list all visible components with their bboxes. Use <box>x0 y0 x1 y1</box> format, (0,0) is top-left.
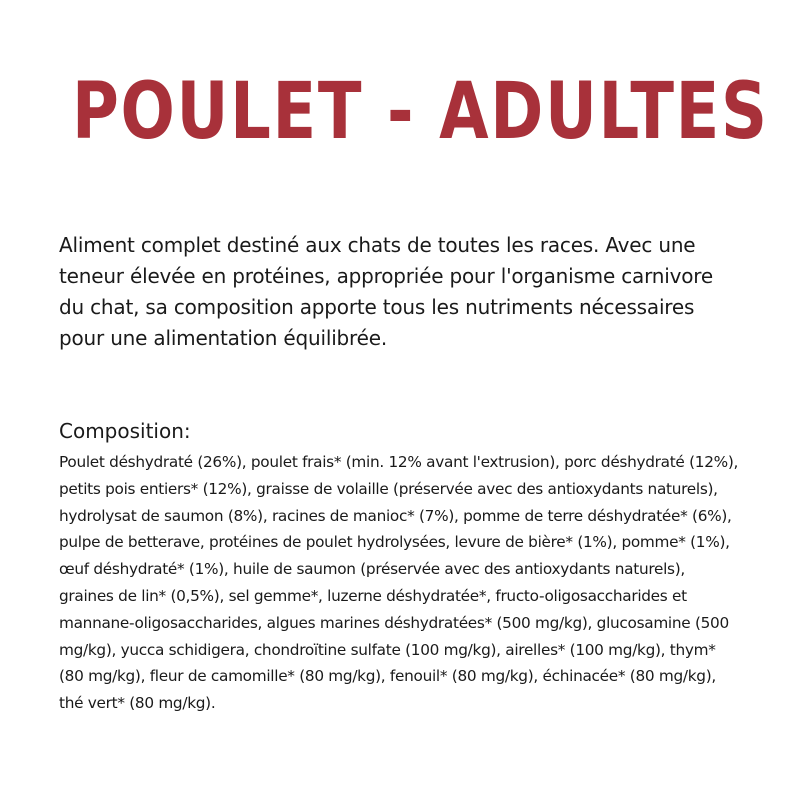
page-title: POULET - ADULTES <box>72 67 769 157</box>
composition-heading: Composition: <box>59 419 191 443</box>
composition-section <box>59 417 741 717</box>
composition-text: Poulet déshydraté (26%), poulet frais* (min. 12% avant l'extrusion), porc déshydraté (12%), petits pois entiers* (12%), graisse de volaille (préservée avec des antioxydants naturels), hydrolysat de saumon (8%), racines de manioc* (7%), pomme de terre déshydratée* (6%), pulpe de betterave, protéines de poulet hydrolysées, levure de bière* (1%), pomme* (1%), œuf déshydraté* (1%), huile de saumon (préservée avec des antioxydants naturels), graines de lin* (0,5%), sel gemme*, luzerne déshydratée*, fructo-oligosaccharides et mannane-oligosaccharides, algues marines déshydratées* (500 mg/kg), glucosamine (500 mg/kg), yucca schidigera, chondroïtine sulfate (100 mg/kg), airelles* (100 mg/kg), thym* (80 mg/kg), fleur de camomille* (80 mg/kg), fenouil* (80 mg/kg), échinacée* (80 mg/kg), thé vert* (80 mg/kg). <box>59 453 739 713</box>
product-description: Aliment complet destiné aux chats de toutes les races. Avec une teneur élevée en protéines, appropriée pour l'organisme carnivore du chat, sa composition apporte tous les nutriments nécessaires pour une alimentation équilibrée. <box>59 233 713 350</box>
